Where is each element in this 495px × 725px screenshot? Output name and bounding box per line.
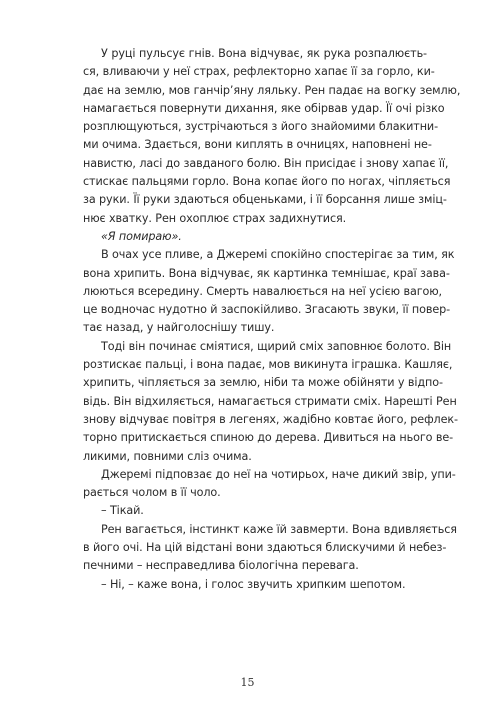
text-line: в його очі. На цій відстані вони здаються блискучими й небез- xyxy=(83,541,447,555)
text-line: ми очима. Здається, вони киплять в очницях, наповнені не- xyxy=(83,138,432,152)
text-line: вона хрипить. Вона відчуває, як картинка темнішає, краї зава- xyxy=(83,266,450,280)
text-line: – Тікай. xyxy=(101,504,144,518)
text-line: розтискає пальці, і вона падає, мов викинута іграшка. Кашляє, xyxy=(83,358,453,372)
text-line: торно притискається спиною до дерева. Дивиться на нього ве- xyxy=(83,431,454,445)
text-line: навистю, ласі до завданого болю. Він присідає і знову хапає її, xyxy=(83,156,449,170)
text-line: стискає пальцями горло. Вона копає його по ногах, чіпляється xyxy=(83,175,451,189)
text-line: хрипить, чіпляється за землю, ніби та може обійняти у відпо- xyxy=(83,376,443,390)
text-line: Джеремі підповзає до неї на чотирьох, наче дикий звір, упи- xyxy=(101,467,456,481)
text-line: ликими, повними сліз очима. xyxy=(83,449,252,463)
text-line: за руки. Її руки здаються обценьками, і її борсання лише зміц- xyxy=(83,193,447,207)
text-line: – Ні, – каже вона, і голос звучить хрипким шепотом. xyxy=(101,577,406,591)
text-line: печними – несправедлива біологічна перевага. xyxy=(83,559,359,573)
text-line: тає назад, у найголоснішу тишу. xyxy=(83,321,275,335)
text-line: «Я помираю». xyxy=(101,229,182,243)
text-line: ся, вливаючи у неї страх, рефлекторно хапає її за горло, ки- xyxy=(83,65,435,79)
text-line: Тоді він починає сміятися, щирий сміх заповнює болото. Він xyxy=(101,339,452,353)
text-line: намагається повернути дихання, яке обірвав удар. Її очі різко xyxy=(83,101,445,115)
text-line: У руці пульсує гнів. Вона відчуває, як рука розпалюєть- xyxy=(101,47,427,60)
text-line: дає на землю, мов ганчір’яну ляльку. Рен падає на вогку землю, xyxy=(83,83,461,97)
text-line: розплющуються, зустрічаються з його знайомими блакитни- xyxy=(83,120,439,134)
text-line: рається чолом в її чоло. xyxy=(83,486,221,500)
text-line: нює хватку. Рен охоплює страх задихнутися. xyxy=(83,211,347,225)
text-line: знову відчуває повітря в легенях, жадібно ковтає його, рефлек- xyxy=(83,412,458,426)
text-line: Рен вагається, інстинкт каже їй завмерти. Вона вдивляється xyxy=(101,522,457,536)
text-line: це водночас нудотно й заспокійливо. Згасають звуки, її повер- xyxy=(83,303,451,317)
text-line: люються всередину. Смерть навалюється на неї усією вагою, xyxy=(83,284,443,298)
text-line: В очах усе пливе, а Джеремі спокійно спостерігає за тим, як xyxy=(101,248,455,262)
page-number: 15 xyxy=(240,676,255,689)
text-line: відь. Він відхиляється, намагається стримати сміх. Нарешті Рен xyxy=(83,394,457,408)
body-text xyxy=(83,45,461,594)
